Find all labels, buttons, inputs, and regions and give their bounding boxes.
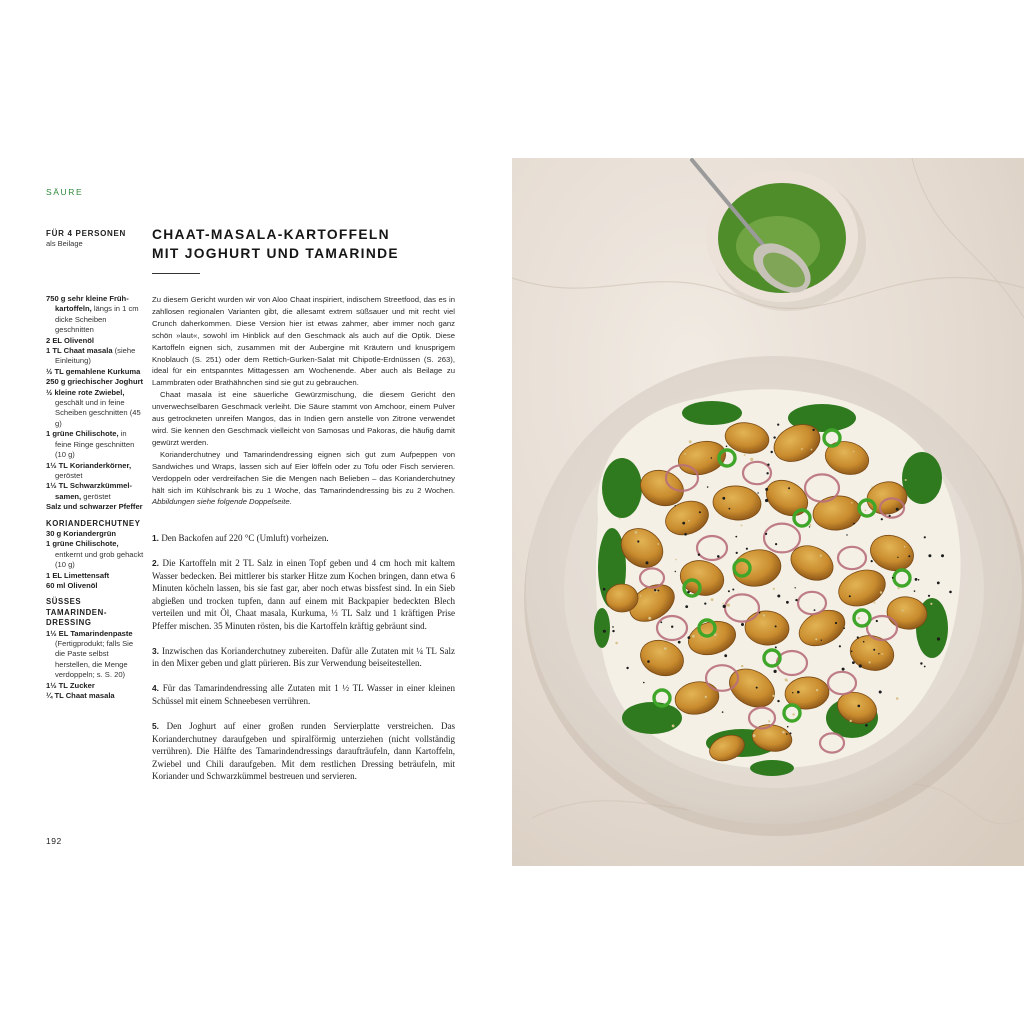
ingredient-item: 60 ml Olivenöl xyxy=(46,580,98,590)
seed xyxy=(675,559,677,561)
seed xyxy=(722,603,723,604)
seed xyxy=(918,579,920,581)
seed xyxy=(773,588,775,590)
seed xyxy=(865,724,868,727)
seed xyxy=(835,622,837,624)
serves-title: FÜR 4 PERSONEN xyxy=(46,229,127,238)
seed xyxy=(647,660,650,663)
seed xyxy=(756,687,758,689)
ingredient-item: Salz und schwarzer Pfeffer xyxy=(46,502,143,512)
seed xyxy=(881,518,883,520)
seed xyxy=(768,720,770,722)
seed xyxy=(811,449,813,451)
seed xyxy=(635,531,638,534)
seed xyxy=(865,510,867,512)
seed xyxy=(859,664,862,667)
seed xyxy=(664,647,667,650)
seed xyxy=(878,653,879,654)
seed xyxy=(777,595,780,598)
intro-paragraph: Chaat masala ist eine säuerliche Gewürzmischung, die diesem Gericht den unverwechselbaren Geschmack verleiht. Die Säure stammt von Amchoor, einem Pulver aus getrockneten unreifen Mangos, das in Indien gern anstelle von Zitrone verwendet wird. Sie kennen den Geschmack vielleicht von Samosas und Pakoras, die häufig damit gewürzt werden. xyxy=(152,390,455,447)
seed xyxy=(682,522,685,525)
seed xyxy=(920,662,922,664)
potato-slice xyxy=(606,584,638,612)
section-label: SÄURE xyxy=(46,187,84,197)
seed xyxy=(915,578,918,581)
seed xyxy=(660,621,662,623)
seed xyxy=(786,733,788,735)
seed xyxy=(685,605,688,608)
recipe-intro xyxy=(152,294,455,508)
seed xyxy=(821,640,822,641)
seed xyxy=(814,609,816,611)
seed xyxy=(724,654,727,657)
method-steps xyxy=(152,532,455,795)
seed xyxy=(773,436,775,438)
seed xyxy=(688,520,690,522)
seed xyxy=(684,453,686,455)
seed xyxy=(914,590,916,592)
seed xyxy=(849,595,851,597)
seed xyxy=(924,666,926,668)
seed xyxy=(774,670,777,673)
seed xyxy=(775,625,777,627)
seed xyxy=(790,732,792,734)
seed xyxy=(640,595,642,597)
seed xyxy=(792,713,794,715)
seed xyxy=(717,555,720,558)
seed xyxy=(766,472,768,474)
intro-paragraph: Zu diesem Gericht wurden wir von Aloo Chaat inspiriert, indischem Streetfood, das es in zahllosen regionalen Varianten gibt, die allesamt extrem süßsauer und mit recht viel Crunch daherkommen. Diese Version hier ist etwas zahmer, aber immer noch ganz schön »laut«, sowohl im Hinblick auf den Geschmack als auch auf die Optik. Diese Kartoffeln eignen sich, zusammen mit der Aubergine mit Kräutern und knusprigem Knoblauch (S. 251) oder dem Rettich-Gurken-Salat mit Chipotle-Erdnüssen (S. 263), ideal für ein entspanntes Mittagessen am Wochenende. Aber auch als Beilage zu Lammbraten oder Brathähnchen sind sie gut zu gebrauchen. xyxy=(152,295,455,388)
seed xyxy=(850,720,852,722)
recipe-title xyxy=(152,225,492,263)
seed xyxy=(658,590,660,592)
seed xyxy=(637,540,639,542)
seed xyxy=(750,458,753,461)
seed xyxy=(723,605,726,608)
seed xyxy=(698,554,700,556)
seed xyxy=(904,546,906,548)
serves-subtitle: als Beilage xyxy=(46,239,83,248)
seed xyxy=(797,691,800,694)
seed xyxy=(795,599,797,601)
seed xyxy=(705,696,707,698)
seed xyxy=(892,577,894,579)
seed xyxy=(897,557,898,558)
ingredient-item: 1½ TL Korianderkörner, geröstet xyxy=(46,460,132,480)
intro-cross-reference: Abbildungen siehe folgende Doppelseite. xyxy=(152,497,292,507)
seed xyxy=(722,497,725,500)
seed xyxy=(643,682,645,684)
seed xyxy=(687,591,690,594)
ingredient-item: 250 g griechischer Joghurt xyxy=(46,377,144,387)
seed xyxy=(928,595,930,597)
method-step: 1. Den Backofen auf 220 °C (Umluft) vorheizen. xyxy=(152,533,329,543)
seed xyxy=(812,429,814,431)
seed xyxy=(873,649,875,651)
seed xyxy=(876,620,878,622)
ingredient-item: ¼ TL Chaat masala xyxy=(46,691,115,701)
seed xyxy=(735,536,737,538)
seed xyxy=(928,554,931,557)
seed xyxy=(727,604,730,607)
seed xyxy=(619,518,620,519)
seed xyxy=(857,636,859,638)
ingredient-item: ½ kleine rote Zwiebel, geschält und in feine Scheiben geschnitten (45 g) xyxy=(46,387,141,428)
seed xyxy=(711,598,714,601)
seed xyxy=(795,587,796,588)
seed xyxy=(786,680,788,682)
seed xyxy=(792,692,793,693)
seed xyxy=(612,630,614,632)
seed xyxy=(657,543,659,545)
seed xyxy=(646,561,649,564)
seed xyxy=(782,731,785,734)
seed xyxy=(722,711,724,713)
seed xyxy=(820,555,822,557)
seed xyxy=(775,543,777,545)
seed xyxy=(853,451,855,453)
seed xyxy=(603,630,606,633)
seed xyxy=(612,626,614,628)
seed xyxy=(937,637,940,640)
seed xyxy=(949,591,952,594)
seed xyxy=(937,582,940,585)
seed xyxy=(728,590,730,592)
seed xyxy=(692,635,695,638)
method-step: 5. Den Joghurt auf einer großen runden Servierplatte verstreichen. Das Korianderchutney daraufgeben und spiralförmig unterziehen (nicht vollständig verrühren). Die Hälfte des Tamarindendressings daraufträufeln, dann Kartoffeln, Zwiebel und Chili daraufgeben. Mit dem restlichen Dressing beträufeln, mit Koriander und Schwarzkümmel bestreuen und servieren. xyxy=(152,721,455,782)
ingredient-group xyxy=(46,519,144,592)
seed xyxy=(788,487,790,489)
seed xyxy=(882,653,884,655)
seed xyxy=(771,451,773,453)
seed xyxy=(615,642,618,645)
ingredient-item: 1 grüne Chilischote, in feine Ringe geschnitten (10 g) xyxy=(46,429,135,460)
seed xyxy=(852,661,855,664)
seed xyxy=(786,601,789,604)
seed xyxy=(626,667,628,669)
seed xyxy=(765,488,768,491)
seed xyxy=(905,479,907,481)
seed xyxy=(765,499,768,502)
seed xyxy=(741,525,743,527)
dish-photo xyxy=(512,158,1024,866)
seed xyxy=(815,638,817,640)
seed xyxy=(941,554,944,557)
seed xyxy=(736,552,738,554)
ingredient-item: 1½ TL Zucker xyxy=(46,680,95,690)
seed xyxy=(763,614,765,616)
seed xyxy=(853,523,855,525)
seed xyxy=(741,665,743,667)
seed xyxy=(924,536,926,538)
ingredient-group-heading: KORIANDERCHUTNEY xyxy=(46,518,141,528)
seed xyxy=(684,533,687,536)
seed xyxy=(711,457,712,458)
ingredient-list xyxy=(46,294,144,701)
recipe-title-line-1: CHAAT-MASALA-KARTOFFELN xyxy=(152,227,390,242)
seed xyxy=(851,651,853,653)
intro-paragraph xyxy=(152,449,455,509)
seed xyxy=(879,691,882,694)
intro-text: Korianderchutney und Tamarindendressing eignen sich gut zum Aufpeppen von Sandwiches und Wraps, lassen sich auf Eier löffeln oder zu Tofu oder Fisch servieren. Verdoppeln oder verdreifachen Sie die Mengen nach Belieben – das Korianderchutney hält sich im Kühlschrank bis zu 1 Woche, das Tamarindendressing bis zu 2 Wochen. xyxy=(152,449,455,495)
seed xyxy=(744,454,746,456)
seed xyxy=(777,700,779,702)
seed xyxy=(765,533,767,535)
seed xyxy=(603,588,606,591)
seed xyxy=(746,548,748,550)
seed xyxy=(898,587,900,589)
seed xyxy=(759,612,761,614)
seed xyxy=(672,725,675,728)
seed xyxy=(732,589,734,591)
ingredient-item: 1½ TL Schwarzkümmelsamen, geröstet xyxy=(46,481,132,501)
title-divider xyxy=(152,273,200,274)
page-number: 192 xyxy=(46,836,62,846)
seed xyxy=(753,734,756,737)
seed xyxy=(896,697,899,700)
seed xyxy=(839,645,841,647)
method-step: 3. Inzwischen das Korianderchutney zubereiten. Dafür alle Zutaten mit ¼ TL Salz in den Mixer geben und glatt pürieren. Bis zur Verwendung beiseitestellen. xyxy=(152,645,455,669)
seed xyxy=(675,571,676,572)
seed xyxy=(816,689,818,691)
seed xyxy=(843,627,845,629)
seed xyxy=(869,661,871,663)
seed xyxy=(858,705,861,708)
ingredient-item: 750 g sehr kleine Frühkartoffeln, längs in 1 cm dicke Scheiben geschnitten xyxy=(46,294,139,335)
seed xyxy=(896,508,899,511)
seed xyxy=(858,617,860,619)
ingredient-item: 2 EL Olivenöl xyxy=(46,335,94,345)
method-step: 2. Die Kartoffeln mit 2 TL Salz in einen Topf geben und 4 cm hoch mit kaltem Wasser bedecken. Bei mittlerer bis starker Hitze zum Kochen bringen, dann etwa 6 Minuten köcheln lassen, bis sie fast gar, aber noch etwas bissfest sind. In ein Sieb abgießen und trocken tupfen, dann auf einem mit Backpapier bedeckten Blech verteilen und mit Öl, Chaat masala, Kurkuma, ⅓ TL Salz und 1 kräftigen Prise Pfeffer mischen. 35 Minuten rösten, bis die Kartoffeln kräftig gebräunt sind. xyxy=(152,558,455,631)
seed xyxy=(654,589,656,591)
seed xyxy=(889,515,891,517)
seed xyxy=(688,636,691,639)
seed xyxy=(707,486,709,488)
seed xyxy=(930,603,932,605)
seed xyxy=(809,524,811,526)
seed xyxy=(704,603,706,605)
serves-block xyxy=(46,229,141,249)
ingredient-item: 1 EL Limettensaft xyxy=(46,570,110,580)
seed xyxy=(880,591,882,593)
seed xyxy=(675,505,676,506)
ingredient-group xyxy=(46,597,144,701)
seed xyxy=(678,641,681,644)
ingredient-item: 1 TL Chaat masala (siehe Einleitung) xyxy=(46,346,136,366)
ingredient-item: 1 grüne Chilischote, entkernt und grob gehackt (10 g) xyxy=(46,539,144,570)
seed xyxy=(871,560,873,562)
seed xyxy=(871,486,872,487)
ingredient-group-heading: SÜSSES TAMARINDENDRESSING xyxy=(46,597,107,628)
seed xyxy=(851,502,853,504)
seed xyxy=(873,602,875,604)
recipe-title-line-2: MIT JOGHURT UND TAMARINDE xyxy=(152,246,399,261)
ingredient-group xyxy=(46,294,144,513)
seed xyxy=(714,634,717,637)
ingredient-item: ½ TL gemahlene Kurkuma xyxy=(46,366,141,376)
seed xyxy=(846,534,847,535)
method-step: 4. Für das Tamarindendressing alle Zutaten mit 1 ½ TL Wasser in einer kleinen Schüssel mit einem Schneebesen verrühren. xyxy=(152,683,456,706)
seed xyxy=(809,526,810,527)
seed xyxy=(671,626,673,628)
seed xyxy=(787,726,789,728)
seed xyxy=(726,446,728,448)
seed xyxy=(741,623,744,626)
seed xyxy=(689,440,692,443)
seed xyxy=(908,555,910,557)
seed xyxy=(757,492,758,493)
seed xyxy=(842,668,845,671)
seed xyxy=(699,511,701,513)
seed xyxy=(729,508,731,510)
seed xyxy=(777,424,779,426)
seed xyxy=(801,448,803,450)
seed xyxy=(772,695,774,697)
ingredient-item: 30 g Koriandergrün xyxy=(46,528,117,538)
seed xyxy=(775,646,777,648)
ingredient-item: 1½ EL Tamarindenpaste (Fertigprodukt; falls Sie die Paste selbst herstellen, die Menge verdoppeln; s. S. 20) xyxy=(46,628,134,680)
seed xyxy=(648,617,651,620)
seed xyxy=(902,610,904,612)
seed xyxy=(863,641,865,643)
seed xyxy=(767,464,769,466)
